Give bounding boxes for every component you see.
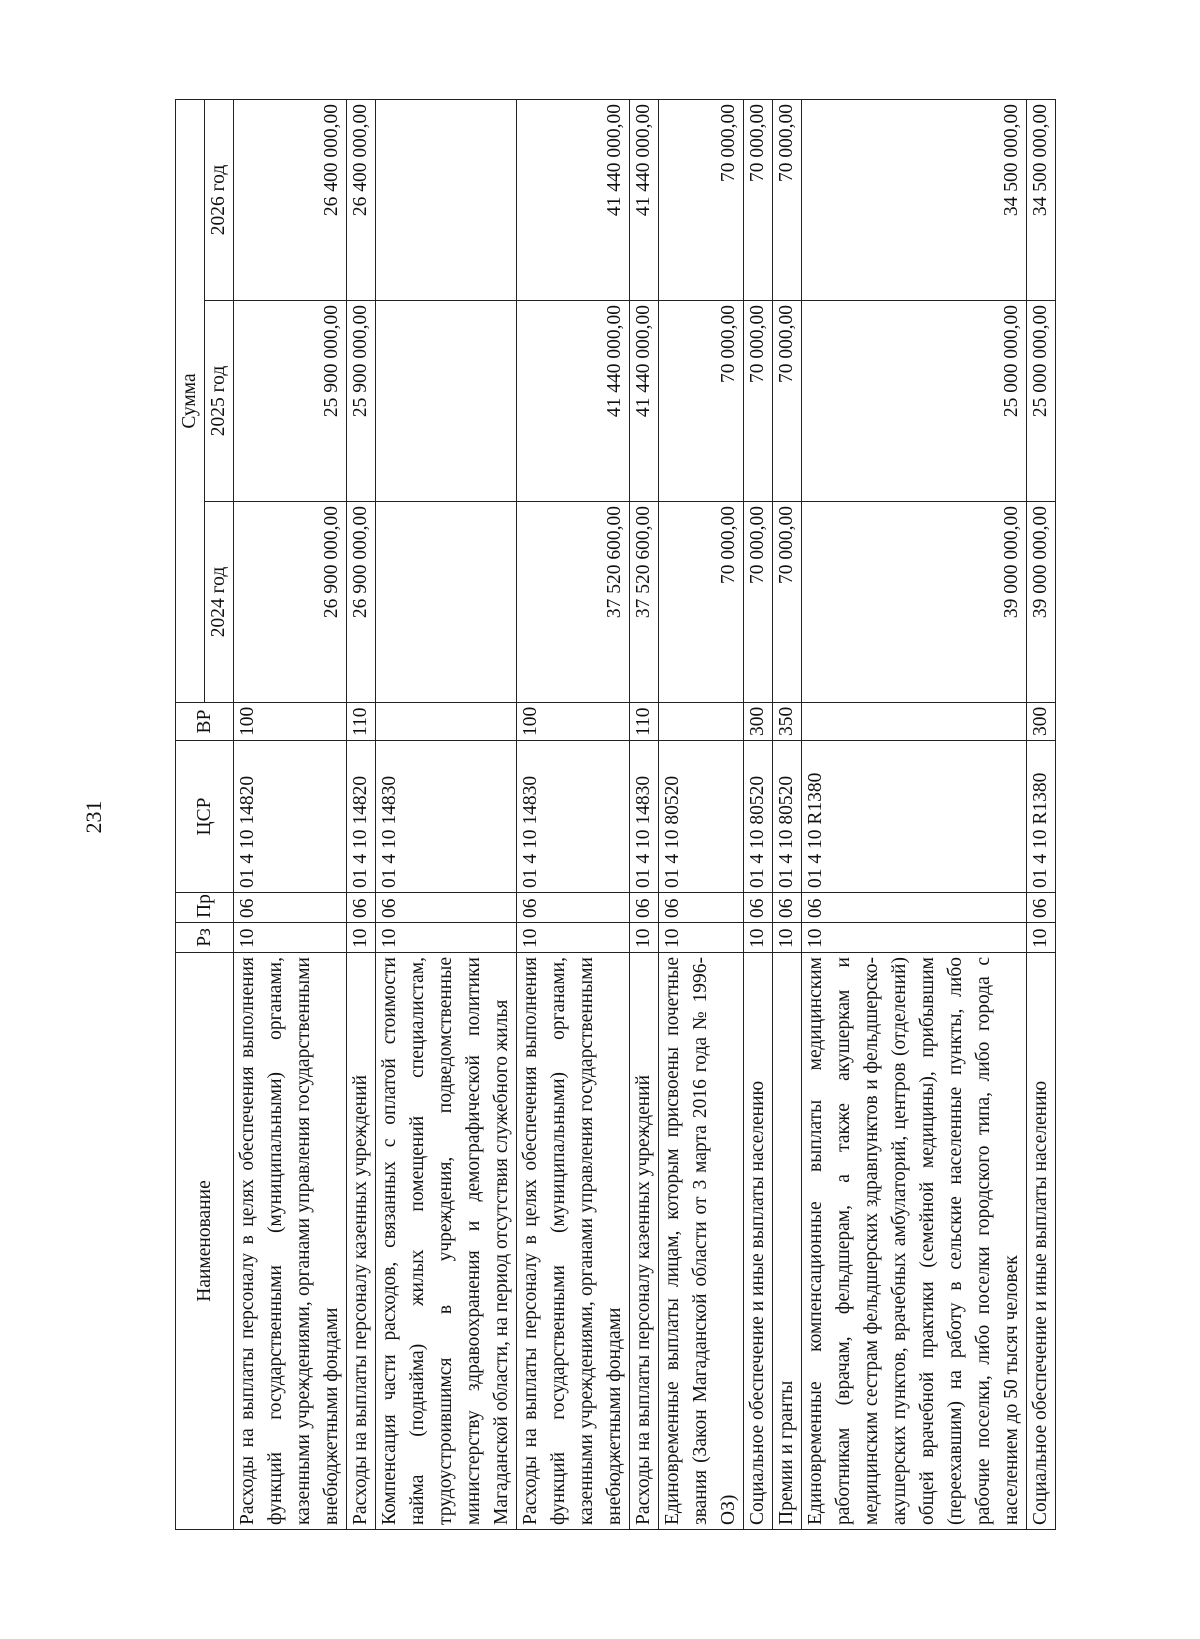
row-rz: 10 (659, 923, 744, 953)
row-rz: 10 (773, 923, 802, 953)
row-rz: 10 (802, 923, 1027, 953)
row-value-2025: 25 000 000,00 (1027, 301, 1056, 502)
header-year-2025: 2025 год (205, 301, 234, 502)
row-name: Единовременные компенсационные выплаты медицинским работникам (врачам, фельдшерам, а также акушеркам и медицинским сестрам фельдшерских здравпунктов и фельдшерско-акушерских пунктов, врачебных амбулаторий, центров (отделений) общей врачебной практики (семейной медицины), прибывшим (переехавшим) на работу в сельские населенные пункты, либо рабочие поселки, либо поселки городского типа, либо города с населением до 50 тысяч человек (802, 953, 1027, 1530)
row-rz: 10 (517, 923, 630, 953)
row-value-2025: 41 440 000,00 (630, 301, 659, 502)
rotated-table-wrapper (175, 100, 1056, 1530)
row-value-2025: 70 000,00 (744, 301, 773, 502)
row-value-2024: 70 000,00 (773, 502, 802, 703)
row-value-2024: 26 900 000,00 (234, 502, 347, 703)
row-rz: 10 (376, 923, 517, 953)
row-csr: 01 4 10 R1380 (1027, 741, 1056, 893)
row-pr: 06 (234, 893, 347, 923)
row-rz: 10 (744, 923, 773, 953)
row-value-2024: 26 900 000,00 (347, 502, 376, 703)
row-csr: 01 4 10 14820 (347, 741, 376, 893)
row-pr: 06 (802, 893, 1027, 923)
row-pr: 06 (376, 893, 517, 923)
header-name: Наименование (176, 953, 234, 1530)
row-name: Расходы на выплаты персоналу казенных учреждений (347, 953, 376, 1530)
row-pr: 06 (659, 893, 744, 923)
row-value-2024: 70 000,00 (659, 502, 744, 703)
row-name: Социальное обеспечение и иные выплаты населению (744, 953, 773, 1530)
table-row (802, 100, 1027, 1530)
row-value-2025: 41 440 000,00 (517, 301, 630, 502)
row-csr: 01 4 10 80520 (744, 741, 773, 893)
row-value-2024: 39 000 000,00 (802, 502, 1027, 703)
header-pr: Пр (176, 893, 234, 923)
row-value-2026: 34 500 000,00 (802, 100, 1027, 301)
row-name: Единовременные выплаты лицам, которым присвоены почетные звания (Закон Магаданской области от 3 марта 2016 года № 1996-ОЗ) (659, 953, 744, 1530)
table-row (376, 100, 517, 1530)
row-value-2026: 70 000,00 (773, 100, 802, 301)
row-value-2025: 25 900 000,00 (234, 301, 347, 502)
row-value-2025: 25 900 000,00 (347, 301, 376, 502)
table-body (234, 100, 1056, 1530)
row-name: Расходы на выплаты персоналу в целях обеспечения выполнения функций государственными (муниципальными) органами, казенными учреждениями, органами управления государственными внебюджетными фондами (517, 953, 630, 1530)
row-value-2025: 70 000,00 (659, 301, 744, 502)
row-rz: 10 (630, 923, 659, 953)
row-name: Расходы на выплаты персоналу в целях обеспечения выполнения функций государственными (муниципальными) органами, казенными учреждениями, органами управления государственными внебюджетными фондами (234, 953, 347, 1530)
row-csr: 01 4 10 R1380 (802, 741, 1027, 893)
row-value-2024: 39 000 000,00 (1027, 502, 1056, 703)
row-pr: 06 (347, 893, 376, 923)
page-number: 231 (81, 800, 106, 834)
row-value-2025 (376, 301, 517, 502)
header-year-2026: 2026 год (205, 100, 234, 301)
row-csr: 01 4 10 14830 (630, 741, 659, 893)
row-value-2026: 70 000,00 (744, 100, 773, 301)
row-value-2026 (376, 100, 517, 301)
row-value-2026: 26 400 000,00 (234, 100, 347, 301)
row-vr (659, 703, 744, 741)
header-vr: ВР (176, 703, 234, 741)
header-sum: Сумма (176, 100, 205, 703)
row-value-2026: 70 000,00 (659, 100, 744, 301)
header-rz: Рз (176, 923, 234, 953)
budget-table (175, 99, 1056, 1530)
row-rz: 10 (1027, 923, 1056, 953)
row-value-2024 (376, 502, 517, 703)
table-row (234, 100, 347, 1530)
row-name: Социальное обеспечение и иные выплаты населению (1027, 953, 1056, 1530)
row-csr: 01 4 10 14830 (376, 741, 517, 893)
row-vr: 110 (630, 703, 659, 741)
row-value-2025: 25 000 000,00 (802, 301, 1027, 502)
row-pr: 06 (1027, 893, 1056, 923)
row-name: Компенсация части расходов, связанных с оплатой стоимости найма (поднайма) жилых помещений специалистам, трудоустроившимся в учреждения, подведомственные министерству здравоохранения и демографической политики Магаданской области, на период отсутствия служебного жилья (376, 953, 517, 1530)
table-row (1027, 100, 1056, 1530)
row-name: Премии и гранты (773, 953, 802, 1530)
table-row (659, 100, 744, 1530)
budget-table-frame (175, 100, 1085, 1530)
row-value-2024: 37 520 600,00 (630, 502, 659, 703)
row-csr: 01 4 10 80520 (773, 741, 802, 893)
row-name: Расходы на выплаты персоналу казенных учреждений (630, 953, 659, 1530)
header-csr: ЦСР (176, 741, 234, 893)
row-pr: 06 (744, 893, 773, 923)
row-value-2024: 37 520 600,00 (517, 502, 630, 703)
row-vr: 300 (1027, 703, 1056, 741)
header-year-2024: 2024 год (205, 502, 234, 703)
row-pr: 06 (517, 893, 630, 923)
row-value-2026: 41 440 000,00 (517, 100, 630, 301)
row-csr: 01 4 10 14830 (517, 741, 630, 893)
row-rz: 10 (347, 923, 376, 953)
table-row (630, 100, 659, 1530)
table-row (744, 100, 773, 1530)
row-rz: 10 (234, 923, 347, 953)
row-vr: 110 (347, 703, 376, 741)
row-pr: 06 (630, 893, 659, 923)
row-vr (376, 703, 517, 741)
table-row (773, 100, 802, 1530)
table-row (517, 100, 630, 1530)
row-pr: 06 (773, 893, 802, 923)
row-value-2026: 34 500 000,00 (1027, 100, 1056, 301)
table-row (347, 100, 376, 1530)
row-value-2026: 41 440 000,00 (630, 100, 659, 301)
row-vr: 100 (517, 703, 630, 741)
row-value-2025: 70 000,00 (773, 301, 802, 502)
row-vr (802, 703, 1027, 741)
row-vr: 350 (773, 703, 802, 741)
row-csr: 01 4 10 14820 (234, 741, 347, 893)
row-vr: 300 (744, 703, 773, 741)
row-csr: 01 4 10 80520 (659, 741, 744, 893)
row-value-2024: 70 000,00 (744, 502, 773, 703)
row-vr: 100 (234, 703, 347, 741)
row-value-2026: 26 400 000,00 (347, 100, 376, 301)
